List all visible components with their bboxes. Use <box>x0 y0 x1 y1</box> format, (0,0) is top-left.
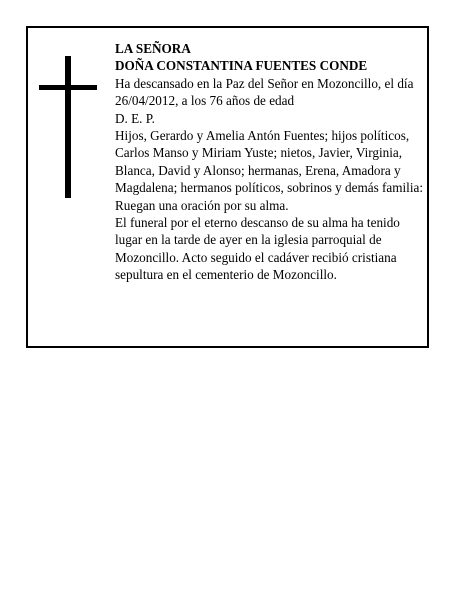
funeral-info: El funeral por el eterno descanso de su alma ha tenido lugar en la tarde de ayer en la iglesia parroquial de Mozoncillo. Acto seguido el cadáver recibió cristiana sepultura en el cementerio de Mozoncillo. <box>115 215 400 283</box>
deceased-name: DOÑA CONSTANTINA FUENTES CONDE <box>115 58 368 74</box>
cross-vertical-bar <box>65 56 71 198</box>
death-statement: Ha descansado en la Paz del Señor en Mozoncillo, el día 26/04/2012, a los 76 años de edad <box>115 75 414 109</box>
cross-horizontal-bar <box>39 85 97 90</box>
obituary-notice <box>26 26 429 348</box>
rip-line: D. E. P. <box>115 110 155 126</box>
prayer-request: Ruegan una oración por su alma. <box>115 197 289 213</box>
cross-icon <box>39 56 97 198</box>
notice-text-block <box>115 40 427 284</box>
notice-title: LA SEÑORA <box>115 41 191 56</box>
family-list: Hijos, Gerardo y Amelia Antón Fuentes; hijos políticos, Carlos Manso y Miriam Yuste; nietos, Javier, Virginia, Blanca, David y Alonso; hermanas, Erena, Amadora y Magdalena; hermanos políticos, sobrinos y demás familia: <box>115 128 424 196</box>
